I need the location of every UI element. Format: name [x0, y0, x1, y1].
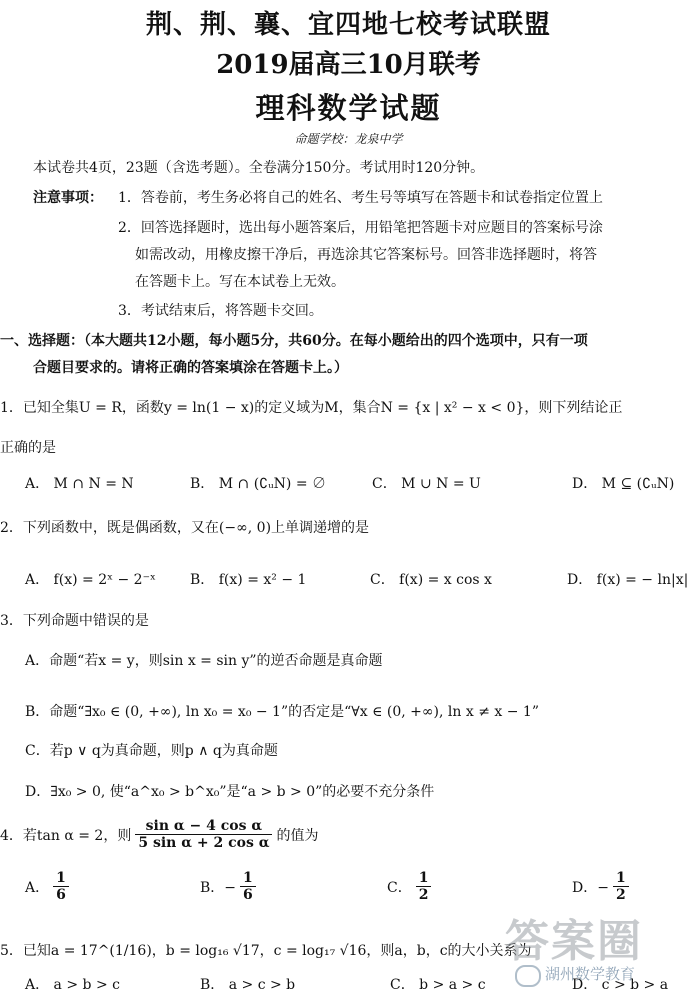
q4-option-d-den: 2: [615, 887, 626, 903]
q3-option-b: B．命题“∃x₀ ∈ (0, +∞), ln x₀ = x₀ − 1”的否定是“∀x ∈ (0, +∞), ln x ≠ x − 1”: [25, 704, 539, 720]
q4-option-b: [200, 870, 260, 903]
q5-option-c: C． b > a > c: [390, 977, 486, 993]
section-1-heading: 一、选择题：（本大题共12小题，每小题5分，共60分。在每小题给出的四个选项中，只有一项: [0, 333, 588, 349]
q4-numerator: sin α − 4 cos α: [135, 818, 272, 835]
q5-option-b: B． a > c > b: [200, 977, 296, 993]
exam-title-line1: 荆、荆、襄、宜四地七校考试联盟: [145, 10, 551, 40]
wechat-icon: [515, 965, 541, 987]
q5-option-d: D． c > b > a: [572, 977, 669, 993]
q4-stem: [0, 818, 318, 851]
q1-option-d: D． M ⊆ (∁ᵤN): [572, 476, 675, 492]
q4-option-b-num: 1: [240, 870, 256, 887]
q4-option-c-num: 1: [416, 870, 432, 887]
q4-option-a-num: 1: [53, 870, 69, 887]
q4-option-b-frac: [240, 870, 256, 903]
q4-option-c-label: C．: [387, 879, 412, 896]
note-2c: 在答题卡上。写在本试卷上无效。: [135, 274, 345, 290]
q4-option-c-den: 2: [418, 887, 429, 903]
q1-option-b: B． M ∩ (∁ᵤN) = ∅: [190, 476, 327, 492]
note-3: 3．考试结束后，将答题卡交回。: [118, 303, 323, 319]
q4-option-b-label: B．−: [200, 879, 237, 896]
q4-suffix: 的值为: [276, 827, 319, 844]
q4-option-a-label: A．: [25, 879, 50, 896]
q2-option-d: D． f(x) = − ln|x|: [567, 572, 689, 588]
q1-stem: 1．已知全集U = R，函数y = ln(1 − x)的定义域为M，集合N = {x | x² − x < 0}，则下列结论正: [0, 400, 623, 416]
q4-option-d: [572, 870, 633, 903]
q4-prefix: 4．若tan α = 2，则: [0, 827, 132, 844]
watermark-source: 湖州数学教育: [545, 965, 636, 983]
q3-option-d: D．∃x₀ > 0, 使“a^x₀ > b^x₀”是“a > b > 0”的必要不充分条件: [25, 784, 435, 800]
intro-text: 本试卷共4页，23题（含选考题）。全卷满分150分。考试用时120分钟。: [33, 160, 485, 176]
q3-stem: 3．下列命题中错误的是: [0, 613, 149, 629]
q1-option-c: C． M ∪ N = U: [372, 476, 481, 492]
q5-stem: 5．已知a = 17^(1/16)，b = log₁₆ √17，c = log₁₇ √16，则a，b，c的大小关系为: [0, 943, 532, 959]
exam-title-line2: 2019届高三10月联考: [216, 50, 481, 80]
q4-option-d-label: D．−: [572, 879, 609, 896]
q3-option-a: A．命题“若x = y，则sin x = sin y”的逆否命题是真命题: [25, 653, 383, 669]
q5-option-a: A． a > b > c: [25, 977, 120, 993]
q4-option-c-frac: [416, 870, 432, 903]
q2-option-c: C． f(x) = x cos x: [370, 572, 492, 588]
q4-option-b-den: 6: [243, 887, 253, 903]
note-2b: 如需改动，用橡皮擦干净后，再选涂其它答案标号。回答非选择题时，将答: [135, 247, 597, 263]
note-1: 1．答卷前，考生务必将自己的姓名、考生号等填写在答题卡和试卷指定位置上: [118, 190, 603, 206]
q4-option-d-num: 1: [613, 870, 629, 887]
exam-title-line3: 理科数学试题: [255, 91, 442, 125]
q4-fraction: [135, 818, 272, 851]
q4-option-a: [25, 870, 73, 903]
q4-option-c: [387, 870, 435, 903]
q4-option-a-frac: [53, 870, 69, 903]
q2-stem: 2．下列函数中，既是偶函数，又在(−∞, 0)上单调递增的是: [0, 520, 370, 536]
section-1-heading-cont: 合题目要求的。请将正确的答案填涂在答题卡上。）: [33, 360, 348, 376]
note-2a: 2．回答选择题时，选出每小题答案后，用铅笔把答题卡对应题目的答案标号涂: [118, 220, 603, 236]
school-label: 命题学校：龙泉中学: [294, 132, 403, 146]
q1-stem-cont: 正确的是: [0, 440, 56, 456]
q2-option-b: B． f(x) = x² − 1: [190, 572, 307, 588]
q4-option-d-frac: [613, 870, 629, 903]
watermark-logo: 答案圈: [505, 916, 643, 967]
q4-denominator: 5 sin α + 2 cos α: [138, 835, 270, 851]
q4-option-a-den: 6: [56, 887, 66, 903]
q2-option-a: A． f(x) = 2ˣ − 2⁻ˣ: [25, 572, 156, 588]
q3-option-c: C．若p ∨ q为真命题，则p ∧ q为真命题: [25, 743, 278, 759]
notes-label: 注意事项：: [33, 190, 103, 206]
q1-option-a: A． M ∩ N = N: [25, 476, 134, 492]
